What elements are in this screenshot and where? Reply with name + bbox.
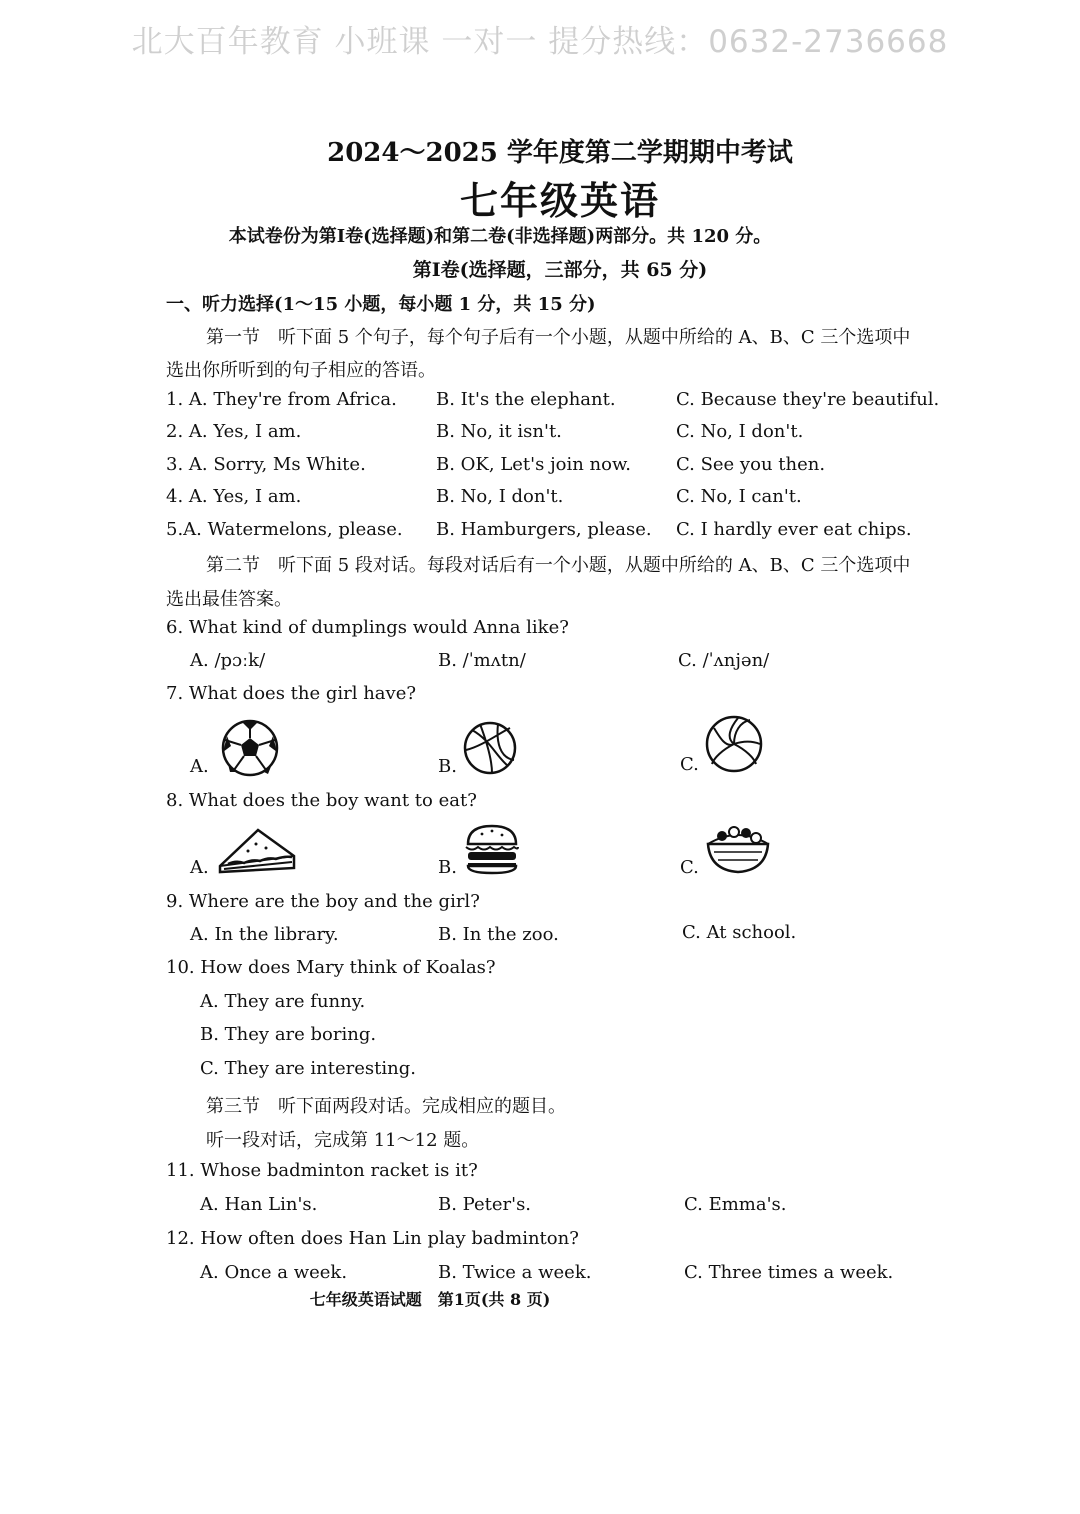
soccer-ball-icon: [220, 718, 280, 778]
q3-option-c: C. See you then.: [676, 454, 826, 475]
q9-option-b: B. In the zoo.: [438, 924, 559, 945]
q2-option-a: 2. A. Yes, I am.: [166, 421, 302, 442]
q10-option-b: B. They are boring.: [200, 1024, 377, 1045]
sub3-instruction-line1: 第三节 听下面两段对话。完成相应的题目。: [206, 1096, 566, 1117]
q7-stem: 7. What does the girl have?: [166, 683, 417, 704]
sub1-instruction-line1: 第一节 听下面 5 个句子，每个句子后有一个小题，从题中所给的 A、B、C 三个选项中: [206, 327, 911, 348]
q4-option-b: B. No, I don't.: [436, 486, 564, 507]
page-footer: 七年级英语试题 第1页(共 8 页): [309, 1290, 551, 1309]
q12-option-b: B. Twice a week.: [438, 1262, 592, 1283]
q6-option-b: B. /ˈmʌtn/: [438, 650, 526, 671]
exam-title: 2024～2025 学年度第二学期期中考试: [327, 138, 793, 168]
q12-stem: 12. How often does Han Lin play badminton?: [166, 1228, 579, 1249]
q4-option-a: 4. A. Yes, I am.: [166, 486, 302, 507]
hamburger-icon: [462, 822, 522, 876]
q1-option-a: 1. A. They're from Africa.: [166, 389, 397, 410]
q9-option-a: A. In the library.: [190, 924, 339, 945]
watermark: 北大百年教育 小班课 一对一 提分热线：0632-2736668: [131, 24, 949, 60]
sub3-instruction-line2: 听一段对话，完成第 11～12 题。: [206, 1130, 480, 1151]
sub2-instruction-line1: 第二节 听下面 5 段对话。每段对话后有一个小题，从题中所给的 A、B、C 三个选项中: [206, 555, 911, 576]
q9-stem: 9. Where are the boy and the girl?: [166, 891, 480, 912]
q6-stem: 6. What kind of dumplings would Anna like?: [166, 617, 569, 638]
q12-option-a: A. Once a week.: [200, 1262, 348, 1283]
basketball-icon: [462, 720, 518, 776]
section1-title: 一、听力选择(1～15 小题，每小题 1 分，共 15 分): [166, 294, 596, 315]
q6-option-a: A. /pɔːk/: [190, 650, 266, 671]
q7-option-a: A.: [190, 756, 209, 777]
q7-option-b: B.: [438, 756, 457, 777]
q9-option-c: C. At school.: [682, 922, 797, 943]
q1-option-c: C. Because they're beautiful.: [676, 389, 940, 410]
q6-option-c: C. /ˈʌnjən/: [678, 650, 770, 671]
sub1-instruction-line2: 选出你所听到的句子相应的答语。: [166, 360, 436, 381]
q11-option-a: A. Han Lin's.: [200, 1194, 318, 1215]
q3-option-a: 3. A. Sorry, Ms White.: [166, 454, 366, 475]
q8-option-a: A.: [190, 857, 209, 878]
q7-option-c: C.: [680, 754, 699, 775]
q11-option-c: C. Emma's.: [684, 1194, 787, 1215]
sub2-instruction-line2: 选出最佳答案。: [166, 589, 292, 610]
q3-option-b: B. OK, Let's join now.: [436, 454, 631, 475]
q10-option-a: A. They are funny.: [200, 991, 366, 1012]
q8-stem: 8. What does the boy want to eat?: [166, 790, 477, 811]
subject-title: 七年级英语: [459, 178, 660, 223]
q11-stem: 11. Whose badminton racket is it?: [166, 1160, 478, 1181]
q4-option-c: C. No, I can't.: [676, 486, 802, 507]
salad-bowl-icon: [704, 822, 772, 876]
exam-intro: 本试卷份为第Ⅰ卷(选择题)和第二卷(非选择题)两部分。共 120 分。: [228, 226, 772, 247]
q5-option-b: B. Hamburgers, please.: [436, 519, 652, 540]
q2-option-c: C. No, I don't.: [676, 421, 804, 442]
q10-option-c: C. They are interesting.: [200, 1058, 416, 1079]
q10-stem: 10. How does Mary think of Koalas?: [166, 957, 496, 978]
q5-option-a: 5.A. Watermelons, please.: [166, 519, 403, 540]
volleyball-icon: [704, 714, 764, 774]
q1-option-b: B. It's the elephant.: [436, 389, 616, 410]
part1-header: 第Ⅰ卷(选择题，三部分，共 65 分): [412, 259, 708, 281]
q11-option-b: B. Peter's.: [438, 1194, 532, 1215]
sandwich-icon: [216, 826, 298, 876]
q2-option-b: B. No, it isn't.: [436, 421, 562, 442]
q8-option-c: C.: [680, 857, 699, 878]
q5-option-c: C. I hardly ever eat chips.: [676, 519, 912, 540]
q12-option-c: C. Three times a week.: [684, 1262, 894, 1283]
q8-option-b: B.: [438, 857, 457, 878]
